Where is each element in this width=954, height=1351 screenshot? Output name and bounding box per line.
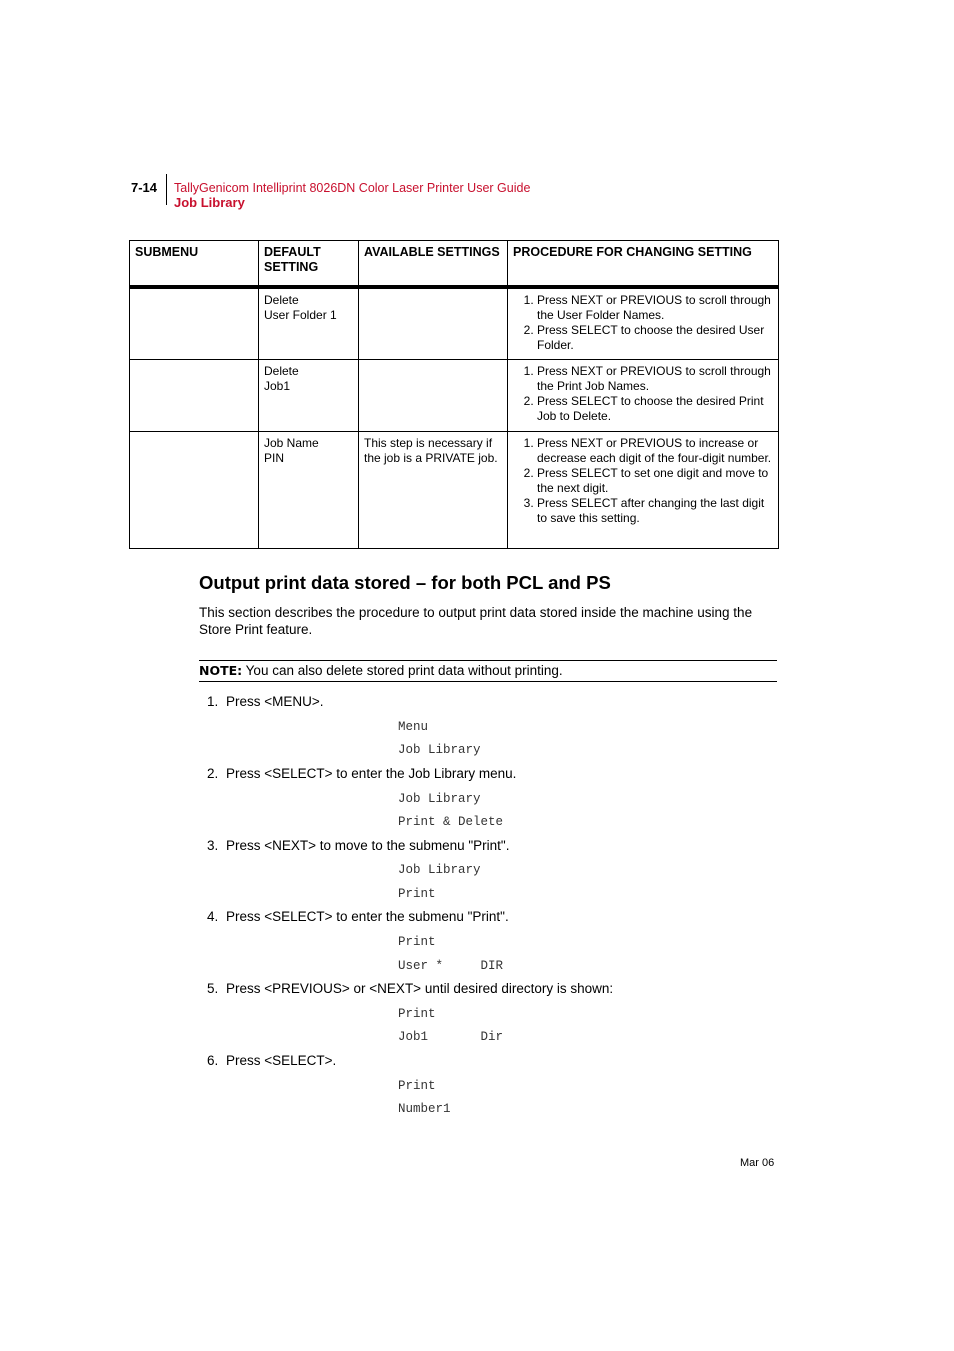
step-item bbox=[207, 766, 516, 781]
default-line: User Folder 1 bbox=[264, 308, 337, 322]
page-number: 7-14 bbox=[131, 180, 158, 195]
settings-table bbox=[129, 240, 779, 549]
table-header-row bbox=[130, 241, 779, 288]
col-header-submenu: SUBMENU bbox=[130, 241, 259, 288]
section-title: Job Library bbox=[174, 195, 245, 210]
lcd-line-1: Job Library bbox=[398, 863, 481, 877]
procedure-step: 1. Press NEXT or PREVIOUS to increase or decrease each digit of the four-digit number. bbox=[537, 436, 773, 466]
table-row bbox=[130, 431, 779, 548]
section-heading: Output print data stored – for both PCL and PS bbox=[199, 572, 611, 593]
col-header-procedure: PROCEDURE FOR CHANGING SETTING bbox=[508, 241, 779, 288]
cell-available bbox=[359, 359, 508, 431]
lcd-line-2: Print & Delete bbox=[398, 815, 504, 829]
cell-default bbox=[259, 431, 359, 548]
step-item bbox=[207, 694, 324, 709]
step-text: Press <PREVIOUS> or <NEXT> until desired directory is shown: bbox=[226, 981, 614, 996]
cell-procedure bbox=[508, 287, 779, 359]
note-text: You can also delete stored print data without printing. bbox=[245, 663, 563, 678]
step-number: 4. bbox=[207, 909, 219, 924]
cell-available bbox=[359, 287, 508, 359]
lcd-line-1: Print bbox=[398, 1079, 436, 1093]
note-rule-bottom bbox=[199, 681, 777, 682]
lcd-line-1: Print bbox=[398, 935, 436, 949]
step-text: Press <SELECT> to enter the Job Library menu. bbox=[226, 766, 517, 781]
step-item bbox=[207, 838, 509, 853]
lcd-line-1: Print bbox=[398, 1007, 436, 1021]
default-line: PIN bbox=[264, 450, 285, 465]
note bbox=[199, 663, 563, 678]
default-line: Delete bbox=[264, 293, 299, 307]
procedure-step: 3. Press SELECT after changing the last digit to save this setting. bbox=[537, 496, 773, 526]
document-title: TallyGenicom Intelliprint 8026DN Color Laser Printer User Guide bbox=[174, 181, 531, 195]
step-number: 3. bbox=[207, 838, 219, 853]
cell-default bbox=[259, 359, 359, 431]
lcd-line-2: User * DIR bbox=[398, 959, 504, 973]
table-row bbox=[130, 359, 779, 431]
cell-procedure bbox=[508, 431, 779, 548]
lcd-line-1: Job Library bbox=[398, 792, 481, 806]
default-line: Job1 bbox=[264, 378, 291, 393]
col-header-available-settings: AVAILABLE SETTINGS bbox=[359, 241, 508, 288]
table-row bbox=[130, 287, 779, 359]
lcd-line-2: Number1 bbox=[398, 1102, 451, 1116]
footer-date: Mar 06 bbox=[740, 1157, 775, 1169]
step-item bbox=[207, 909, 509, 924]
lcd-line-2: Job Library bbox=[398, 743, 481, 757]
cell-procedure bbox=[508, 359, 779, 431]
cell-submenu bbox=[130, 431, 259, 548]
step-text: Press <NEXT> to move to the submenu "Print". bbox=[226, 838, 510, 853]
step-item bbox=[207, 981, 613, 996]
procedure-step: 2. Press SELECT to set one digit and move to the next digit. bbox=[537, 466, 773, 496]
step-text: Press <MENU>. bbox=[226, 694, 324, 709]
note-label: NOTE: bbox=[199, 663, 243, 678]
section-intro: This section describes the procedure to output print data stored inside the machine using the Store Print feature. bbox=[199, 605, 753, 637]
procedure-step: 2. Press SELECT to choose the desired Print Job to Delete. bbox=[537, 394, 773, 424]
note-rule-top bbox=[199, 660, 777, 661]
procedure-step: 1. Press NEXT or PREVIOUS to scroll through the User Folder Names. bbox=[537, 293, 773, 323]
lcd-line-2: Job1 Dir bbox=[398, 1030, 504, 1044]
step-number: 6. bbox=[207, 1053, 219, 1068]
step-number: 2. bbox=[207, 766, 219, 781]
cell-available: This step is necessary if the job is a PRIVATE job. bbox=[359, 431, 508, 548]
cell-submenu bbox=[130, 359, 259, 431]
step-text: Press <SELECT> to enter the submenu "Print". bbox=[226, 909, 509, 924]
step-text: Press <SELECT>. bbox=[226, 1053, 337, 1068]
lcd-line-2: Print bbox=[398, 887, 436, 901]
procedure-step: 1. Press NEXT or PREVIOUS to scroll through the Print Job Names. bbox=[537, 364, 773, 394]
default-line: Job Name bbox=[264, 435, 319, 450]
default-line: Delete bbox=[264, 363, 299, 378]
procedure-step: 2. Press SELECT to choose the desired User Folder. bbox=[537, 323, 773, 353]
col-header-default-setting: DEFAULT SETTING bbox=[259, 241, 359, 288]
cell-default bbox=[259, 287, 359, 359]
lcd-line-1: Menu bbox=[398, 720, 429, 734]
cell-submenu bbox=[130, 287, 259, 359]
step-number: 1. bbox=[207, 694, 219, 709]
header-divider bbox=[166, 174, 167, 205]
step-number: 5. bbox=[207, 981, 219, 996]
step-item bbox=[207, 1053, 336, 1068]
